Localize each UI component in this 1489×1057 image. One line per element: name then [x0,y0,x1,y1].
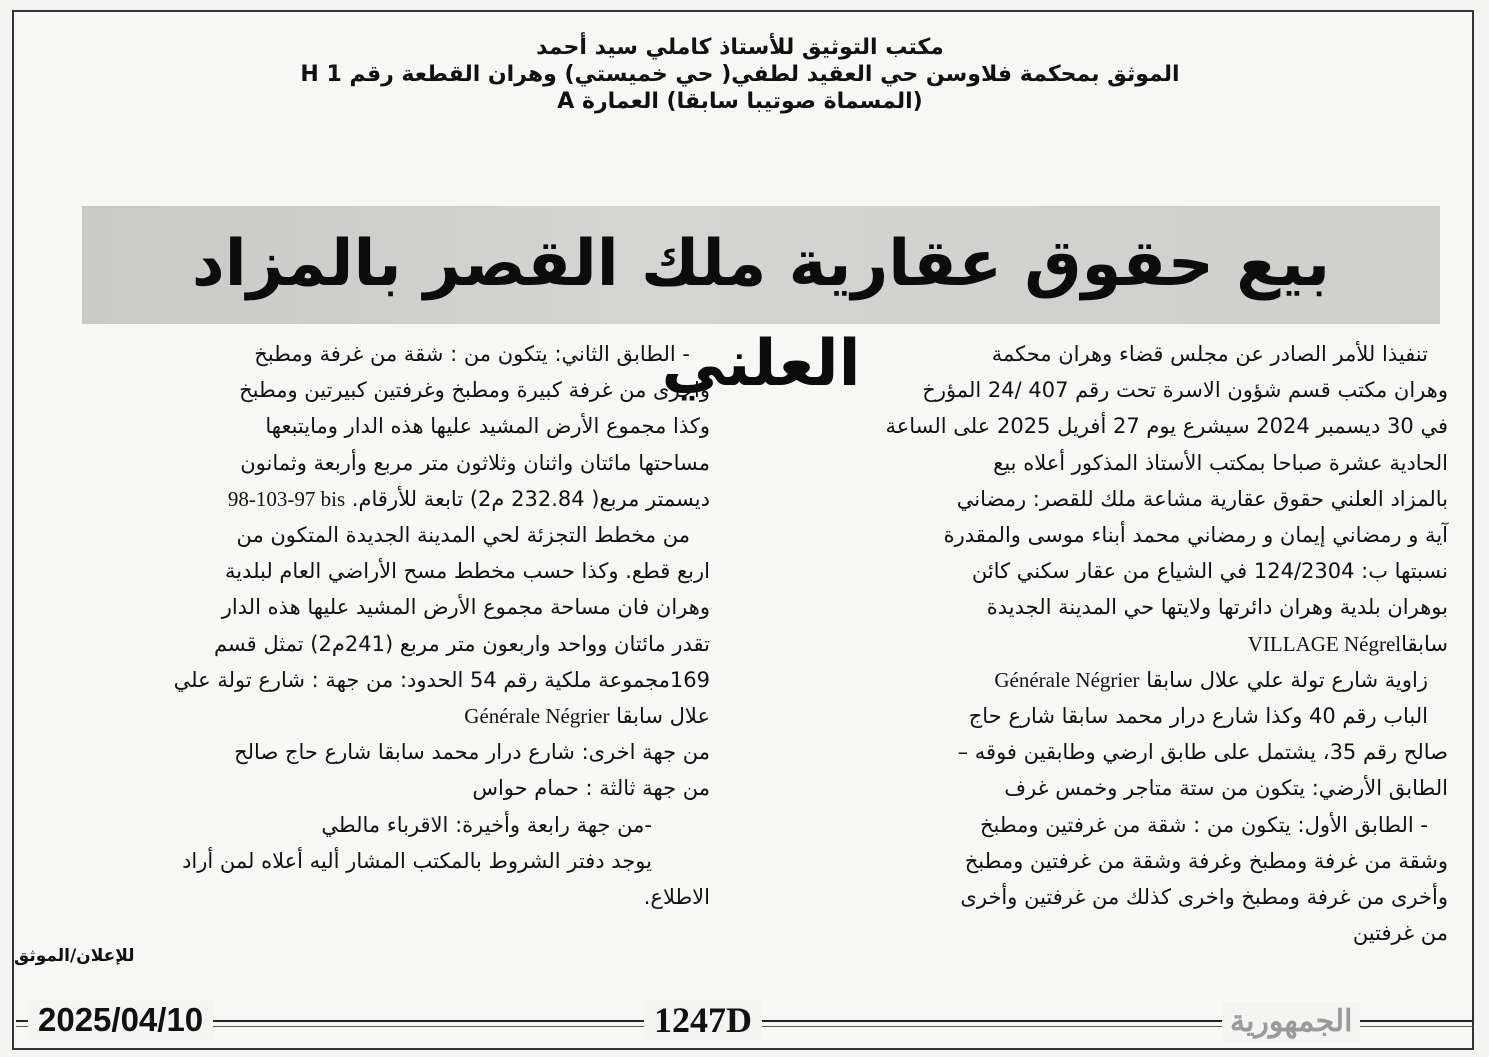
village-name: VILLAGE Négrel [1247,631,1402,656]
text-line: آية و رمضاني إيمان و رمضاني محمد أبناء موسى والمقدرة [943,523,1448,548]
text-line: يوجد دفتر الشروط بالمكتب المشار أليه أعلاه لمن أراد [182,848,652,873]
notary-building-line: (المسماة صوتيبا سابقا) العمارة A [557,89,923,114]
publication-date: 2025/04/10 [28,1000,213,1040]
text-line [10,481,710,517]
text-line: صالح رقم 35، يشتمل على طابق ارضي وطابقين فوقه – [957,740,1448,765]
text-line: الحادية عشرة صباحا بمكتب الأستاذ المذكور أعلاه بيع [993,450,1448,475]
text-fragment: سابقا [1401,631,1448,656]
text-line: الطابق الأرضي: يتكون من ستة متاجر وخمس غرف [1004,776,1448,801]
street-former-name: Générale Négrier [994,667,1140,692]
text-line: من جهة اخرى: شارع درار محمد سابقا شارع حاج صالح [234,740,710,765]
text-line [748,626,1448,662]
text-line: وشقة من غرفة ومطبخ وغرفة وشقة من غرفتين ومطبخ [964,848,1448,873]
text-fragment: ديسمتر مربع( 232.84 م2) تابعة للأرقام. [351,486,710,511]
text-fragment: زاوية شارع تولة علي علال سابقا [1146,667,1428,692]
left-column [10,336,710,915]
newspaper-logo: الجمهورية [1222,1002,1360,1042]
text-line: مساحتها مائتان واثنان وثلاثون متر مربع وأربعة وثمانون [240,450,710,475]
text-line: نسبتها ب: 124/2304 في الشياع من عقار سكني كائن [971,559,1448,584]
notary-office-line: مكتب التوثيق للأستاذ كاملي سيد أحمد [536,35,944,60]
text-line: الاطلاع. [643,885,710,910]
text-line [748,662,1448,698]
text-line: وهران فان مساحة مجموع الأرض المشيد عليها هذه الدار [221,595,710,620]
plot-numbers: 98-103-97 bis [227,486,346,511]
text-line: -من جهة رابعة وأخيرة: الاقرباء مالطي [321,812,652,837]
ad-code: 1247D [644,1000,762,1040]
text-line: بوهران بلدية وهران دائرتها ولايتها حي المدينة الجديدة [986,595,1448,620]
text-line: - الطابق الثاني: يتكون من : شقة من غرفة ومطبخ [254,342,690,366]
signature: للإعلان/الموثق [14,946,135,966]
notary-header [150,34,1330,115]
text-line: واخرى من غرفة كبيرة ومطبخ وغرفتين كبيرتين ومطبخ [239,378,710,403]
text-line: تقدر مائتان وواحد واربعون متر مربع (241م2) تمثل قسم [213,631,710,656]
text-line: وأخرى من غرفة ومطبخ واخرى كذلك من غرفتين وأخرى [960,885,1448,910]
text-line: من مخطط التجزئة لحي المدينة الجديدة المتكون من [236,523,690,548]
text-line [10,698,710,734]
text-line: وهران مكتب قسم شؤون الاسرة تحت رقم 407 /24 المؤرخ [922,378,1448,403]
text-line: الباب رقم 40 وكذا شارع درار محمد سابقا شارع حاج [968,704,1428,729]
text-line: اربع قطع. وكذا حسب مخطط مسح الأراضي العام لبلدية [224,559,710,584]
notary-address-line: الموثق بمحكمة فلاوسن حي العقيد لطفي( حي خميستي) وهران القطعة رقم H 1 [300,62,1180,87]
ad-title: بيع حقوق عقارية ملك القصر بالمزاد العلني [191,227,1331,401]
right-column [748,336,1448,951]
text-line: وكذا مجموع الأرض المشيد عليها هذه الدار ومايتبعها [265,414,710,439]
text-fragment: علال سابقا [616,704,710,729]
street-former-name: Générale Négrier [464,704,610,729]
text-line: من جهة ثالثة : حمام حواس [472,776,710,801]
text-line: - الطابق الأول: يتكون من : شقة من غرفتين ومطبخ [979,812,1428,837]
text-line: في 30 ديسمبر 2024 سيشرع يوم 27 أفريل 2025 على الساعة [885,414,1448,439]
text-line: من غرفتين [1352,921,1448,946]
text-line: بالمزاد العلني حقوق عقارية مشاعة ملك للقصر: رمضاني [956,486,1448,511]
text-line: تنفيذا للأمر الصادر عن مجلس قضاء وهران محكمة [991,342,1428,366]
text-line: 169مجموعة ملكية رقم 54 الحدود: من جهة : شارع تولة علي [173,667,710,692]
